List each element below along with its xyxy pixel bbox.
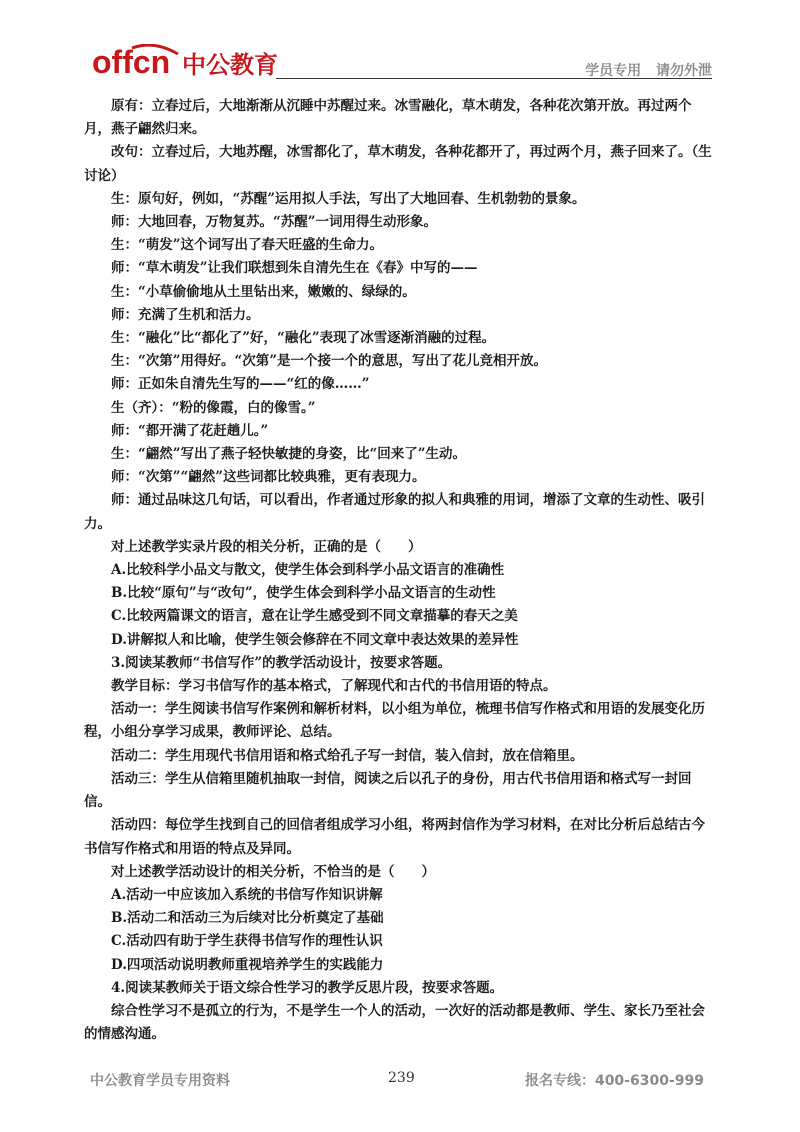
- logo-name: 中公教育: [182, 51, 278, 79]
- paragraph: 活动四：每位学生找到自己的回信者组成学习小组，将两封信作为学习材料，在对比分析后总结古今书信写作格式和用语的特点及异同。: [84, 817, 705, 857]
- paragraph: 改句：立春过后，大地苏醒，冰雪都化了，草木萌发，各种花都开了，再过两个月，燕子回来了。（生讨论）: [84, 144, 712, 184]
- question-stem: 对上述教学实录片段的相关分析，正确的是（ ）: [111, 538, 422, 555]
- paragraph: 师：正如朱自清先生写的——“红的像……”: [111, 376, 370, 393]
- paragraph: 师：“次第”“翩然”这些词都比较典雅，更有表现力。: [111, 469, 426, 486]
- paragraph: 生：“小草偷偷地从土里钻出来，嫩嫩的、绿绿的。: [111, 283, 416, 300]
- option-a: A.比较科学小品文与散文，使学生体会到科学小品文语言的准确性: [111, 562, 505, 579]
- header-tagline: 学员专用 请勿外泄: [585, 63, 712, 79]
- paragraph: 师：“草木萌发”让我们联想到朱自清先生在《春》中写的——: [111, 260, 478, 277]
- paragraph: 活动一：学生阅读书信写作案例和解析材料，以小组为单位，梳理书信写作格式和用语的发展变化历程，小组分享学习成果，教师评论、总结。: [84, 701, 705, 741]
- question-title: 4.阅读某教师关于语文综合性学习的教学反思片段，按要求答题。: [111, 979, 504, 996]
- paragraph: 师：充满了生机和活力。: [111, 306, 260, 323]
- paragraph: 活动三：学生从信箱里随机抽取一封信，阅读之后以孔子的身份，用古代书信用语和格式写一封回信。: [84, 770, 692, 811]
- offcn-logo: [92, 44, 278, 80]
- question-stem: 对上述教学活动设计的相关分析，不恰当的是（ ）: [111, 863, 435, 880]
- option-b: B.活动二和活动三为后续对比分析奠定了基础: [111, 910, 384, 927]
- paragraph: 生（齐）：“粉的像霞，白的像雪。”: [111, 399, 316, 416]
- option-b: B.比较“原句”与“改句”，使学生体会到科学小品文语言的生动性: [111, 585, 496, 602]
- paragraph: 教学目标：学习书信写作的基本格式，了解现代和古代的书信用语的特点。: [111, 678, 557, 695]
- paragraph: 原有：立春过后，大地渐渐从沉睡中苏醒过来。冰雪融化，草木萌发，各种花次第开放。再过两个月，燕子翩然归来。: [84, 98, 692, 138]
- option-d: D.讲解拟人和比喻，使学生领会修辞在不同文章中表达效果的差异性: [111, 631, 519, 648]
- option-d: D.四项活动说明教师重视培养学生的实践能力: [111, 956, 384, 973]
- page-number: 239: [388, 1070, 415, 1086]
- paragraph: 生：“次第”用得好。“次第”是一个接一个的意思，写出了花儿竞相开放。: [111, 353, 548, 370]
- paragraph: 师：通过品味这几句话，可以看出，作者通过形象的拟人和典雅的用词，增添了文章的生动性、吸引力。: [84, 492, 705, 532]
- option-c: C.活动四有助于学生获得书信写作的理性认识: [111, 933, 383, 950]
- footer-hotline: 报名专线：400-6300-999: [524, 1073, 704, 1089]
- page-footer: [0, 1070, 800, 1094]
- question-title: 3.阅读某教师“书信写作”的教学活动设计，按要求答题。: [111, 654, 452, 671]
- footer-left-label: 中公教育学员专用资料: [90, 1073, 230, 1089]
- paragraph: 师：“都开满了花赶趟儿。”: [111, 422, 269, 439]
- option-c: C.比较两篇课文的语言，意在让学生感受到不同文章描摹的春天之美: [111, 608, 518, 625]
- logo-brand: offcn: [92, 44, 171, 80]
- paragraph: 生：原句好，例如，“苏醒”运用拟人手法，写出了大地回春、生机勃勃的景象。: [111, 190, 586, 207]
- paragraph: 活动二：学生用现代书信用语和格式给孔子写一封信，装入信封，放在信箱里。: [111, 747, 584, 764]
- paragraph: 师：大地回春，万物复苏。“苏醒”一词用得生动形象。: [111, 214, 438, 231]
- paragraph: 综合性学习不是孤立的行为，不是学生一个人的活动，一次好的活动都是教师、学生、家长乃至社会的情感沟通。: [84, 1002, 705, 1043]
- page-header: [0, 0, 800, 90]
- paragraph: 生：“融化”比“都化了”好，“融化”表现了冰雪逐渐消融的过程。: [111, 330, 496, 347]
- option-a: A.活动一中应该加入系统的书信写作知识讲解: [111, 886, 383, 903]
- document-body: [84, 95, 716, 1046]
- paragraph: 生：“萌发”这个词写出了春天旺盛的生命力。: [111, 237, 384, 254]
- paragraph: 生：“翩然”写出了燕子轻快敏捷的身姿，比“回来了”生动。: [111, 446, 467, 463]
